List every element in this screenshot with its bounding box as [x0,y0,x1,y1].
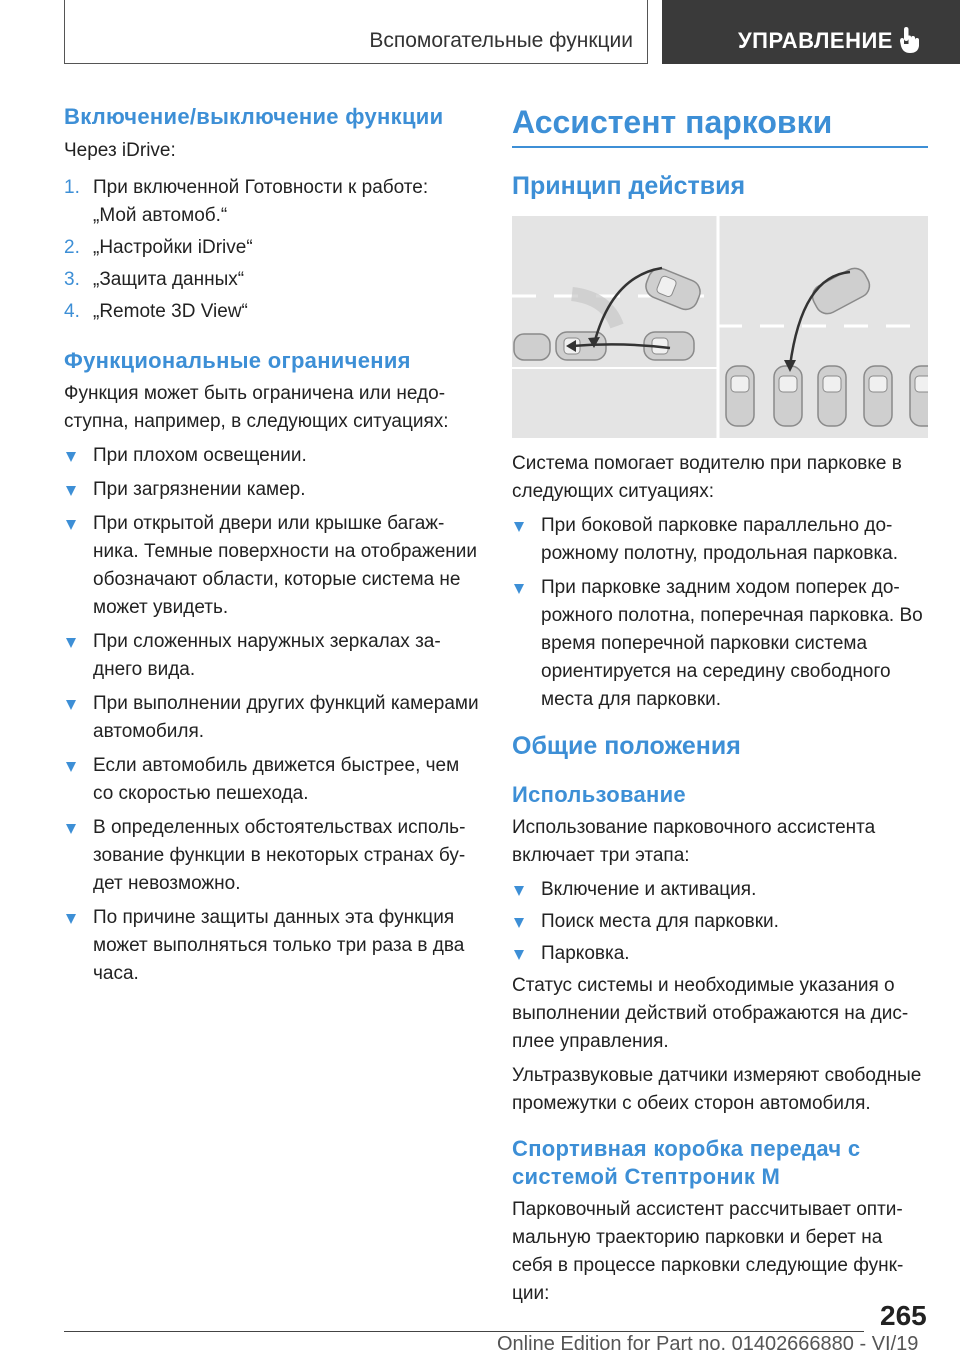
triangle-bullet-icon [514,522,524,532]
triangle-bullet-icon [66,914,76,924]
bullet-text-line: автомобиля. [93,721,205,742]
bullet-text-line: При парковке задним ходом поперек до- [541,577,900,598]
chapter-title: УПРАВЛЕНИЕ [738,28,893,53]
triangle-bullet-icon [66,486,76,496]
intro-line: следующих ситуациях: [512,481,715,502]
triangle-bullet-icon [66,452,76,462]
step-text-line: „Настройки iDrive“ [93,237,253,258]
bullet-text-line: При плохом освещении. [93,445,307,466]
toggle-heading: Включение/выключение функции [64,104,444,129]
limits-intro-line: ступна, например, в следующих ситуациях: [64,411,449,432]
parking-illustration [512,216,928,438]
triangle-bullet-icon [66,638,76,648]
bullet-text-line: дет невозможно. [93,873,241,894]
limits-intro-line: Функция может быть ограничена или недо- [64,383,446,404]
sport-heading-line: системой Стептроник M [512,1164,781,1189]
bullet-text-line: При сложенных наружных зеркалах за- [93,631,441,652]
triangle-bullet-icon [514,918,524,928]
sport-text-line: Парковочный ассистент рассчитывает опти- [512,1199,903,1220]
usage-heading: Использование [512,782,686,807]
triangle-bullet-icon [66,824,76,834]
principle-heading: Принцип действия [512,172,746,200]
step-number: 3. [64,269,80,290]
status-text-line: Статус системы и необходимые указания о [512,975,895,996]
bullet-text-line: обозначают области, которые система не [93,569,461,590]
bullet-text-line: В определенных обстоятельствах исполь- [93,817,466,838]
sport-text-line: себя в процессе парковки следующие функ- [512,1255,904,1276]
sensors-text-line: промежутки с обеих сторон автомобиля. [512,1093,871,1114]
edition-note: Online Edition for Part no. 01402666880 - VI/19 [497,1333,919,1355]
via-idrive: Через iDrive: [64,140,176,161]
pointing-hand-icon [898,26,922,54]
title-rule [512,146,928,148]
bullet-text-line: При выполнении других функций камерами [93,693,479,714]
bullet-text-line: время поперечной парковки система [541,633,868,654]
triangle-bullet-icon [66,700,76,710]
bullet-text-line: днего вида. [93,659,196,680]
bullet-text-line: зование функции в некоторых странах бу- [93,845,466,866]
bullet-text-line: При боковой парковке параллельно до- [541,515,893,536]
section-tab [64,0,648,64]
triangle-bullet-icon [66,520,76,530]
step-number: 2. [64,237,80,258]
sport-text-line: мальную траекторию парковки и берет на [512,1227,883,1248]
bullet-text-line: часа. [93,963,139,984]
sensors-text-line: Ультразвуковые датчики измеряют свободные [512,1065,922,1086]
bullet-text-line: места для парковки. [541,689,722,710]
step-text-line: „Защита данных“ [93,269,245,290]
footer-rule [64,1331,864,1332]
bullet-text-line: может увидеть. [93,597,229,618]
usage-intro-line: Использование парковочного ассистента [512,817,876,838]
limits-heading: Функциональные ограничения [64,348,411,373]
triangle-bullet-icon [514,584,524,594]
bullet-text-line: ника. Темные поверхности на отображении [93,541,477,562]
bullet-text-line: При открытой двери или крышке багаж- [93,513,445,534]
bullet-text-line: Если автомобиль движется быстрее, чем [93,755,460,776]
bullet-text-line: По причине защиты данных эта функция [93,907,455,928]
bullet-text-line: Парковка. [541,943,630,964]
step-number: 1. [64,177,80,198]
bullet-text-line: Поиск места для парковки. [541,911,779,932]
status-text-line: выполнении действий отображаются на дис- [512,1003,909,1024]
intro-line: Система помогает водителю при парковке в [512,453,902,474]
step-text-line: „Мой автомоб.“ [93,205,228,226]
step-number: 4. [64,301,80,322]
chapter-tab [662,0,960,64]
step-text-line: При включенной Готовности к работе: [93,177,429,198]
bullet-text-line: При загрязнении камер. [93,479,306,500]
bullet-text-line: со скоростью пешехода. [93,783,309,804]
triangle-bullet-icon [514,886,524,896]
sport-text-line: ции: [512,1283,550,1304]
sport-heading-line: Спортивная коробка передач с [512,1136,861,1161]
bullet-text-line: может выполняться только три раза в два [93,935,465,956]
triangle-bullet-icon [66,762,76,772]
step-text-line: „Remote 3D View“ [93,301,248,322]
section-title: Вспомогательные функции [369,29,633,52]
page-title: Ассистент парковки [512,104,833,140]
general-heading: Общие положения [512,732,741,760]
usage-intro-line: включает три этапа: [512,845,690,866]
triangle-bullet-icon [514,950,524,960]
page-number: 265 [880,1300,927,1331]
bullet-text-line: ориентируется на середину свободного [541,661,891,682]
bullet-text-line: рожного полотна, поперечная парковка. Во [541,605,923,626]
bullet-text-line: Включение и активация. [541,879,757,900]
bullet-text-line: рожному полотну, продольная парковка. [541,543,899,564]
status-text-line: плее управления. [512,1031,669,1052]
